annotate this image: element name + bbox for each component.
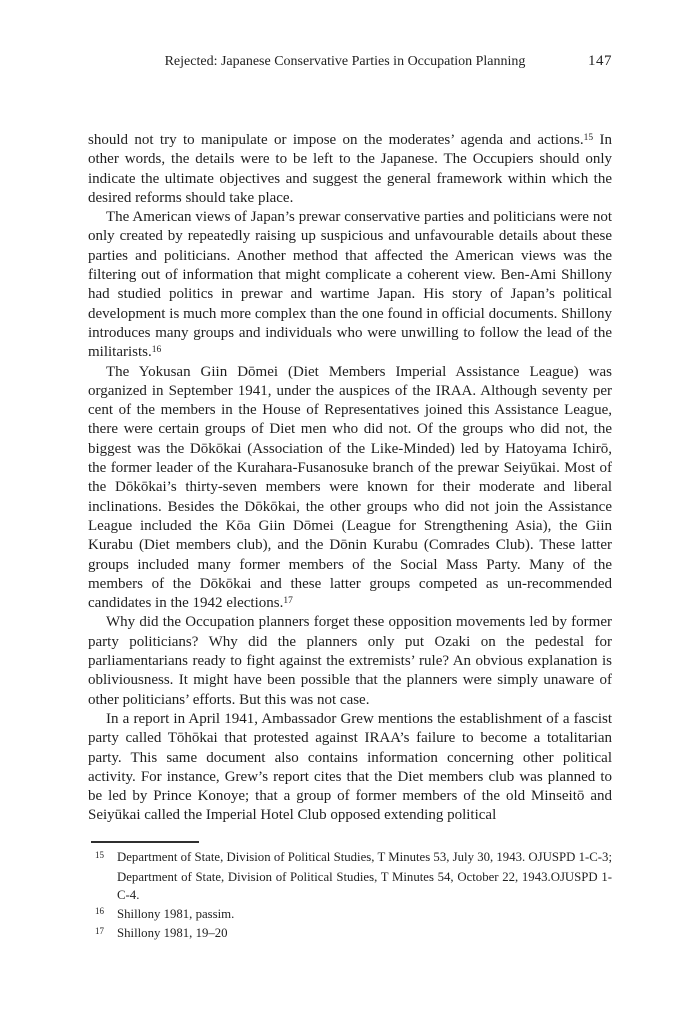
footnote-reference: 17 bbox=[283, 595, 293, 606]
footnote-item bbox=[88, 848, 612, 905]
running-header-title: Rejected: Japanese Conservative Parties in Occupation Planning bbox=[164, 54, 526, 69]
body-text bbox=[88, 131, 612, 826]
footnote-number: 15 bbox=[95, 849, 104, 860]
footnote-number: 16 bbox=[95, 906, 104, 917]
footnote-text: Shillony 1981, passim. bbox=[117, 906, 235, 921]
page-number: 147 bbox=[588, 53, 612, 69]
running-header bbox=[88, 54, 612, 70]
paragraph: Why did the Occupation planners forget these opposition movements led by former party politicians? Why did the planners only put Ozaki on the pedestal for parliamentarians ready to fight against the extremists’ rule? An obvious explanation is obliviousness. It might have been possible that the planners were simply unaware of other politicians’ efforts. But this was not case. bbox=[88, 614, 612, 708]
paragraph: should not try to manipulate or impose on the moderates’ agenda and actions.$^{15}$ In other words, the details were to be left to the Japanese. The Occupiers should only indicate the ultimate objectives and suggest the general framework within which the desired reforms should take place. bbox=[88, 132, 613, 206]
paragraph: The American views of Japan’s prewar conservative parties and politicians were not only created by repeatedly raising up suspicious and unfavourable details about these parties and politicians. Another method that affected the American views was the filtering out of information that might complicate a coherent view. Ben-Ami Shillony had studied politics in prewar and wartime Japan. His story of Japan’s political development is much more complex than the one found in official documents. Shillony introduces many groups and individuals who were unwilling to follow the lead of the militarists.$^{16}$ bbox=[88, 209, 612, 361]
footnotes-block bbox=[88, 848, 612, 944]
paragraph: In a report in April 1941, Ambassador Grew mentions the establishment of a fascist party called Tōhōkai that protested against IRAA’s failure to become a totalitarian party. This same document also contains information concerning other political activity. For instance, Grew’s report cites that the Diet members club was planned to be led by Prince Konoye; that a group of former members of the old Minseitō and Seiyūkai called the Imperial Hotel Club opposed extending political bbox=[88, 710, 612, 824]
footnote-text: Shillony 1981, 19–20 bbox=[117, 926, 228, 941]
footnote-item bbox=[88, 924, 612, 944]
footnote-number: 17 bbox=[95, 925, 104, 936]
footnote-text: Department of State, Division of Political Studies, T Minutes 53, July 30, 1943. OJUSPD 1-C-3; Department of State, Division of Political Studies, T Minutes 54, October 22, 1943.OJUSPD 1-C-4. bbox=[117, 850, 612, 903]
footnote-separator-rule bbox=[91, 841, 199, 843]
footnote-item bbox=[88, 905, 612, 925]
footnote-reference: 16 bbox=[151, 344, 162, 355]
footnote-reference: 15 bbox=[583, 132, 594, 143]
paragraph: The Yokusan Giin Dōmei (Diet Members Imperial Assistance League) was organized in September 1941, under the auspices of the IRAA. Although seventy per cent of the members in the House of Representatives joined this Assistance League, there were certain groups of Diet men who did not. Of the groups who did not, the biggest was the Dōkōkai (Association of the Like-Minded) led by Hatoyama Ichirō, the former leader of the Kurahara-Fusanosuke branch of the prewar Seiyūkai. Most of the Dōkōkai’s thirty-seven members were known for their moderate and liberal inclinations. Besides the Dōkōkai, the other groups who did not join the Assistance League included the Kōa Giin Dōmei (League for Strengthening Asia), the Giin Kurabu (Diet members club), and the Dōnin Kurabu (Comrades Club). These latter groups included many former members of the Social Mass Party. Many of the members of the Dōkōkai and these latter groups competed as un-recommended candidates in the 1942 elections.$^{17}$ bbox=[88, 363, 612, 612]
